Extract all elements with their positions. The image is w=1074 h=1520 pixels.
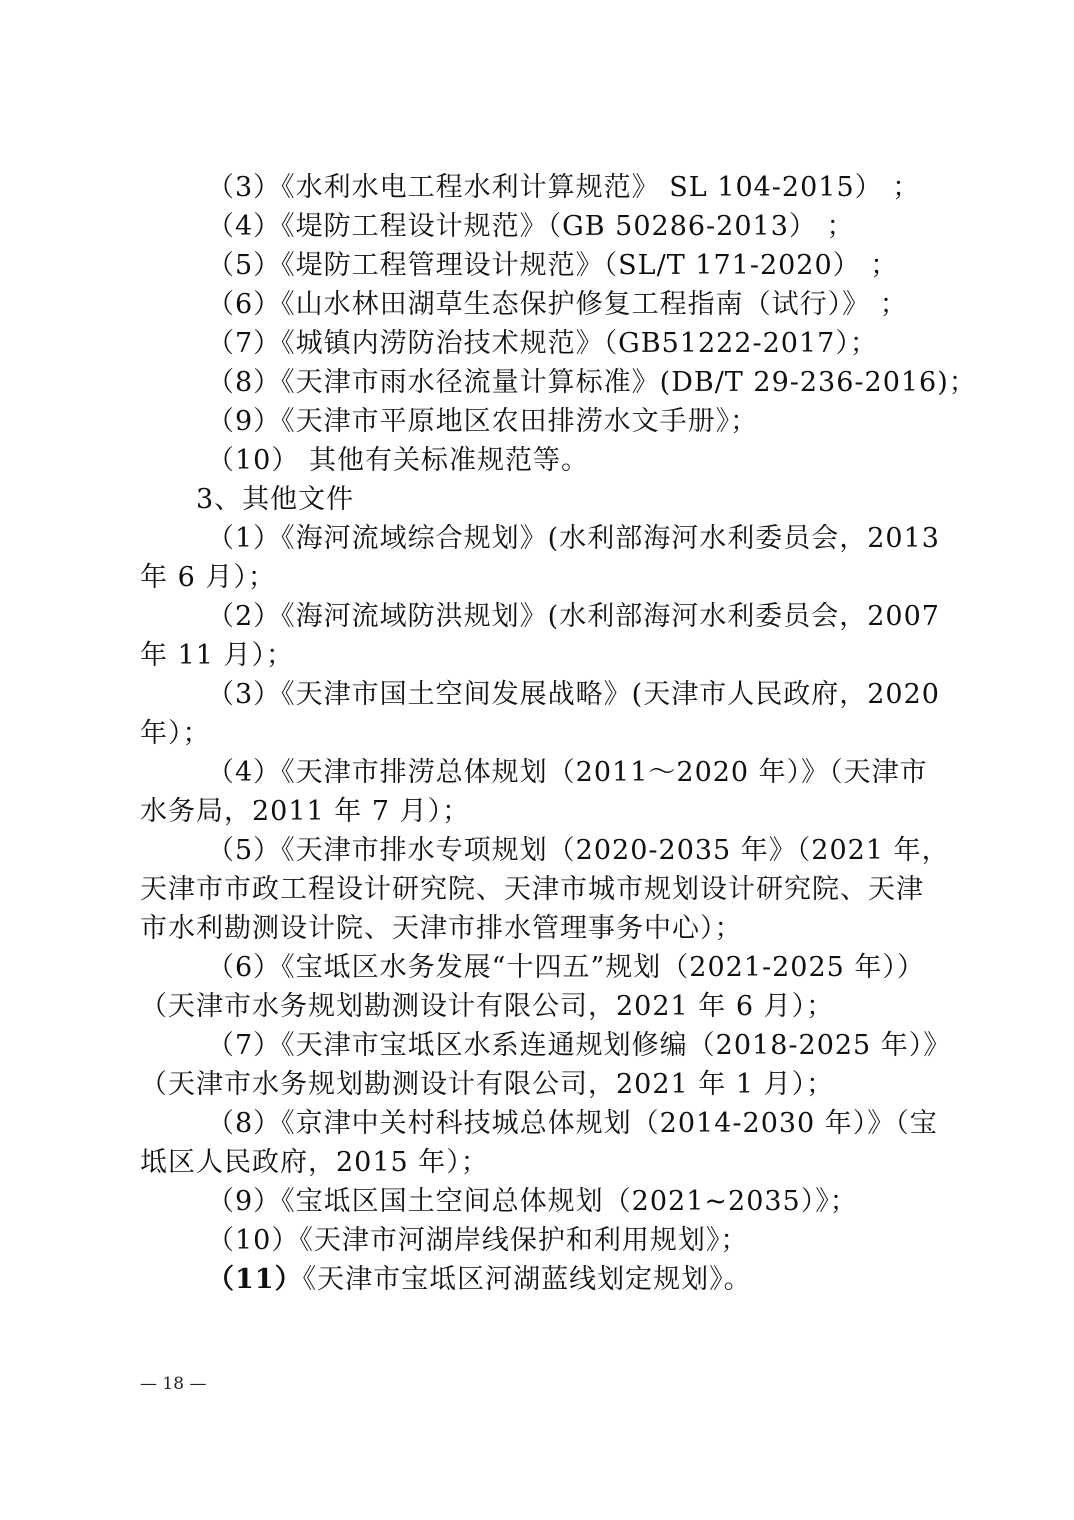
document-item-4: （4）《天津市排涝总体规划（2011～2020 年）》（天津市 bbox=[207, 757, 928, 788]
document-item-2-cont: 年 11 月）； bbox=[140, 640, 295, 671]
document-item-5-cont-2: 市水利勘测设计院、天津市排水管理事务中心）； bbox=[140, 913, 743, 944]
standard-item-9: （9）《天津市平原地区农田排涝水文手册》； bbox=[207, 406, 759, 437]
document-item-6: （6）《宝坻区水务发展“十四五”规划（2021-2025 年）） bbox=[207, 952, 925, 983]
standard-item-5: （5）《堤防工程管理设计规范》（SL/T 171-2020） ； bbox=[207, 250, 899, 281]
document-item-8: （8）《京津中关村科技城总体规划（2014-2030 年）》（宝 bbox=[207, 1108, 938, 1139]
document-item-1-cont: 年 6 月）； bbox=[140, 562, 276, 593]
page-number: — 18 — bbox=[140, 1374, 207, 1394]
standard-item-4: （4）《堤防工程设计规范》（GB 50286-2013） ； bbox=[207, 211, 855, 242]
document-item-1: （1）《海河流域综合规划》(水利部海河水利委员会，2013 bbox=[207, 523, 940, 554]
document-item-3: （3）《天津市国土空间发展战略》(天津市人民政府，2020 bbox=[207, 679, 940, 710]
document-item-4-cont: 水务局，2011 年 7 月）； bbox=[140, 796, 471, 827]
document-item-5: （5）《天津市排水专项规划（2020-2035 年》（2021 年， bbox=[207, 835, 950, 866]
document-item-11-number: （11） bbox=[207, 1264, 303, 1295]
standard-item-7: （7）《城镇内涝防治技术规范》（GB51222-2017）； bbox=[207, 328, 878, 359]
document-item-8-cont: 坻区人民政府，2015 年）； bbox=[140, 1147, 489, 1178]
document-item-7-cont: （天津市水务规划勘测设计有限公司，2021 年 1 月）； bbox=[140, 1069, 835, 1100]
document-item-2: （2）《海河流域防洪规划》(水利部海河水利委员会，2007 bbox=[207, 601, 940, 632]
standard-item-8: （8）《天津市雨水径流量计算标准》(DB/T 29-236-2016)； bbox=[207, 367, 977, 398]
standard-item-3: （3）《水利水电工程水利计算规范》 SL 104-2015） ； bbox=[207, 172, 921, 203]
standard-item-10: （10） 其他有关标准规范等。 bbox=[207, 445, 589, 476]
document-item-3-cont: 年）； bbox=[140, 718, 211, 749]
section-heading-other-documents: 3、其他文件 bbox=[196, 484, 355, 515]
document-item-11-text: 《天津市宝坻区河湖蓝线划定规划》。 bbox=[302, 1264, 752, 1295]
document-item-7: （7）《天津市宝坻区水系连通规划修编（2018-2025 年）》 bbox=[207, 1030, 952, 1061]
document-item-9: （9）《宝坻区国土空间总体规划（2021~2035）》； bbox=[207, 1186, 858, 1217]
document-item-10: （10）《天津市河湖岸线保护和利用规划》； bbox=[207, 1225, 749, 1256]
document-item-5-cont-1: 天津市市政工程设计研究院、天津市城市规划设计研究院、天津 bbox=[140, 874, 924, 905]
document-item-11 bbox=[207, 1260, 940, 1299]
standard-item-6: （6）《山水林田湖草生态保护修复工程指南（试行）》 ； bbox=[207, 289, 908, 320]
document-item-6-cont: （天津市水务规划勘测设计有限公司，2021 年 6 月）； bbox=[140, 991, 835, 1022]
